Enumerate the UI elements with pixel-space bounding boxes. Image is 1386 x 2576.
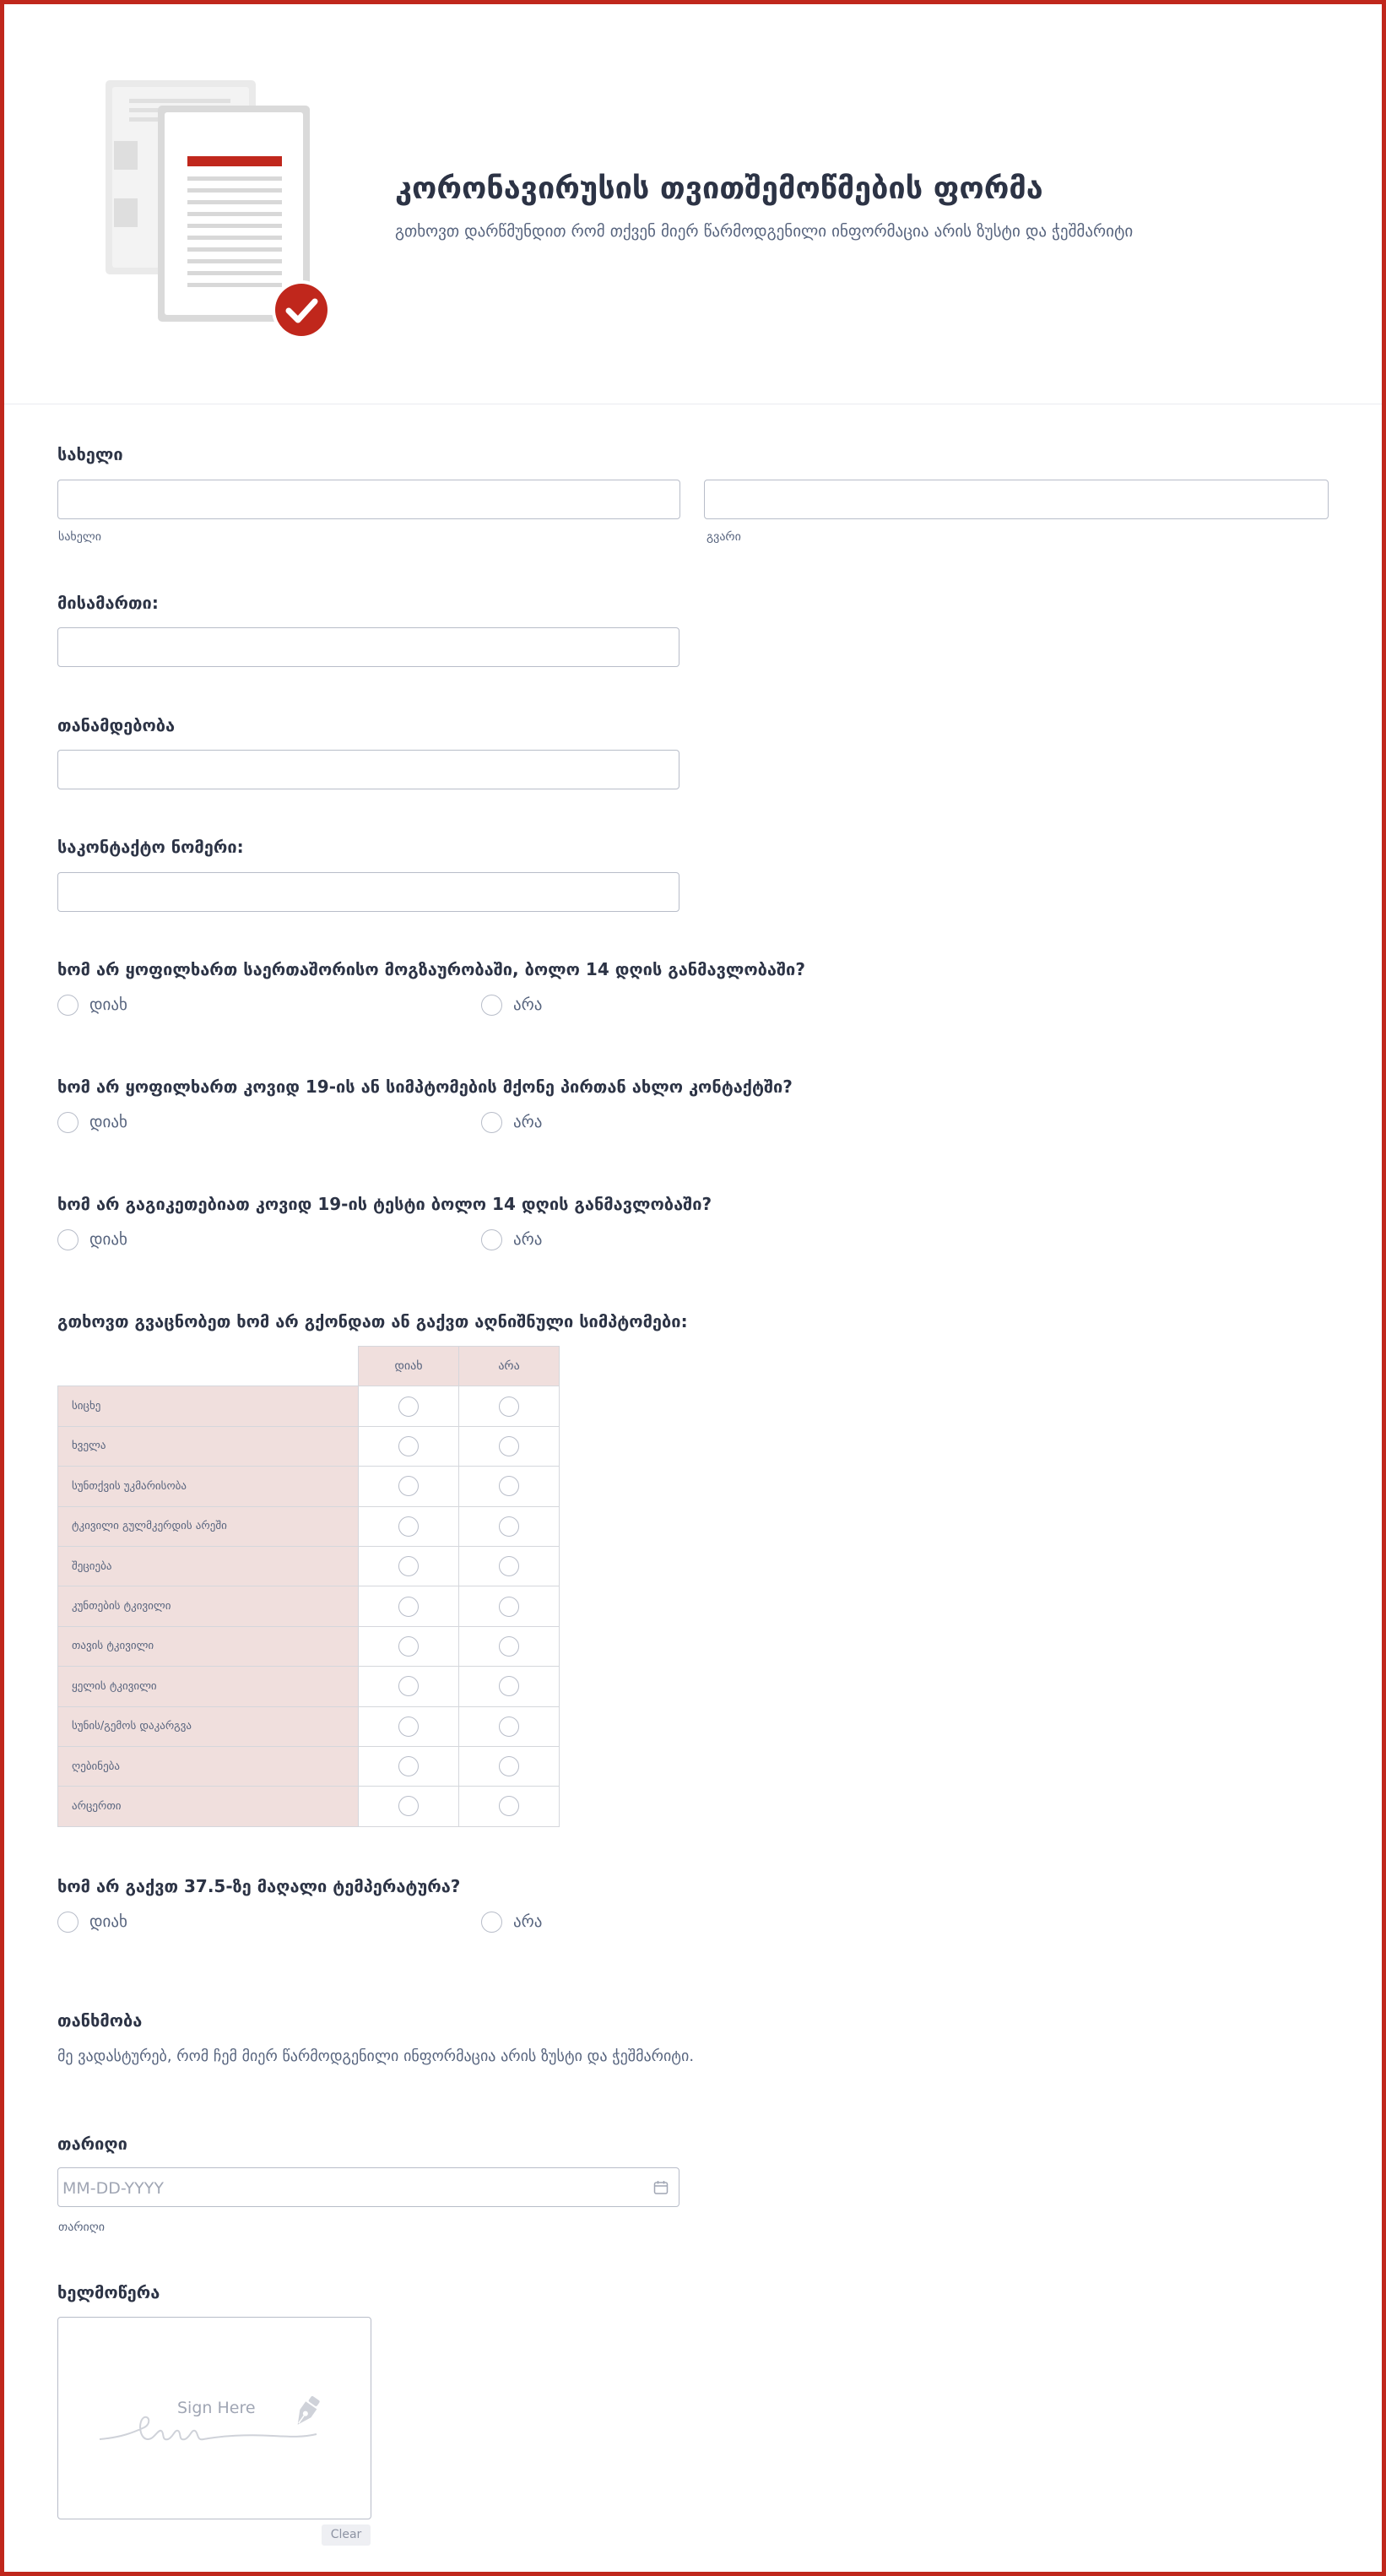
radio-label: დიახ [89, 1113, 127, 1131]
matrix-row [58, 1506, 560, 1546]
matrix-row-label: ღებინება [58, 1746, 359, 1786]
matrix-yes-radio[interactable] [398, 1396, 419, 1417]
matrix-cell[interactable] [359, 1706, 459, 1746]
matrix-no-radio[interactable] [499, 1396, 519, 1417]
matrix-yes-radio[interactable] [398, 1676, 419, 1696]
matrix-row [58, 1787, 560, 1826]
matrix-no-radio[interactable] [499, 1716, 519, 1737]
matrix-cell[interactable] [359, 1506, 459, 1546]
last-name-input[interactable] [704, 480, 1329, 519]
matrix-cell[interactable] [359, 1426, 459, 1466]
matrix-row-label: ხველა [58, 1426, 359, 1466]
radio-label: არა [513, 1230, 543, 1249]
date-placeholder: MM-DD-YYYY [62, 2179, 164, 2198]
radio-circle[interactable] [57, 1912, 79, 1933]
matrix-cell[interactable] [359, 1467, 459, 1506]
clear-signature-button[interactable]: Clear [322, 2524, 371, 2546]
matrix-cell[interactable] [459, 1386, 560, 1426]
matrix-row-label: ტკივილი გულმკერდის არეში [58, 1506, 359, 1546]
test-yes-radio[interactable] [57, 1228, 127, 1250]
matrix-yes-radio[interactable] [398, 1476, 419, 1496]
matrix-cell[interactable] [459, 1467, 560, 1506]
matrix-row [58, 1386, 560, 1426]
matrix-yes-radio[interactable] [398, 1436, 419, 1456]
first-name-sublabel: სახელი [58, 530, 101, 544]
matrix-yes-radio[interactable] [398, 1636, 419, 1657]
matrix-row [58, 1586, 560, 1626]
radio-label: არა [513, 1912, 543, 1931]
matrix-row [58, 1667, 560, 1706]
phone-label: საკონტაქტო ნომერი: [57, 837, 244, 857]
form-title: კორონავირუსის თვითშემოწმების ფორმა [395, 171, 1043, 206]
consent-text: მე ვადასტურებ, რომ ჩემ მიერ წარმოდგენილი ინფორმაცია არის ზუსტი და ჭეშმარიტი. [57, 2047, 695, 2065]
matrix-row [58, 1746, 560, 1786]
radio-circle[interactable] [481, 995, 502, 1016]
consent-label: თანხმობა [57, 2010, 143, 2031]
radio-label: არა [513, 1113, 543, 1131]
calendar-icon[interactable] [653, 2180, 669, 2195]
matrix-row-label: სუნთქვის უკმარისობა [58, 1467, 359, 1506]
matrix-row-label: არცერთი [58, 1787, 359, 1826]
matrix-row [58, 1426, 560, 1466]
document-check-icon [97, 72, 350, 350]
matrix-row [58, 1546, 560, 1586]
matrix-yes-radio[interactable] [398, 1756, 419, 1776]
matrix-cell[interactable] [359, 1546, 459, 1586]
matrix-no-radio[interactable] [499, 1597, 519, 1617]
matrix-row [58, 1706, 560, 1746]
travel-no-radio[interactable] [481, 994, 542, 1016]
matrix-row-label: შეციება [58, 1546, 359, 1586]
date-label: თარიღი [57, 2134, 127, 2154]
date-input[interactable] [57, 2167, 679, 2207]
form-subtitle: გთხოვთ დარწმუნდით რომ თქვენ მიერ წარმოდგენილი ინფორმაცია არის ზუსტი და ჭეშმარიტი [395, 222, 1134, 241]
radio-circle[interactable] [57, 1229, 79, 1250]
pen-nib-icon [288, 2394, 325, 2431]
test-no-radio[interactable] [481, 1228, 542, 1250]
matrix-row-label: კუნთების ტკივილი [58, 1586, 359, 1626]
matrix-cell[interactable] [359, 1586, 459, 1626]
matrix-cell[interactable] [459, 1667, 560, 1706]
matrix-cell[interactable] [359, 1386, 459, 1426]
travel-yes-radio[interactable] [57, 994, 127, 1016]
matrix-row-label: თავის ტკივილი [58, 1626, 359, 1666]
matrix-cell[interactable] [359, 1626, 459, 1666]
matrix-row-label: სუნის/გემოს დაკარგვა [58, 1706, 359, 1746]
date-sublabel: თარიღი [58, 2221, 105, 2234]
matrix-no-radio[interactable] [499, 1436, 519, 1456]
matrix-no-radio[interactable] [499, 1636, 519, 1657]
matrix-no-radio[interactable] [499, 1556, 519, 1576]
matrix-row-label: სიცხე [58, 1386, 359, 1426]
matrix-yes-radio[interactable] [398, 1516, 419, 1537]
contact-yes-radio[interactable] [57, 1111, 127, 1133]
matrix-cell[interactable] [359, 1746, 459, 1786]
contact-question-label: ხომ არ ყოფილხართ კოვიდ 19-ის ან სიმპტომების მქონე პირთან ახლო კონტაქტში? [57, 1076, 793, 1097]
matrix-no-radio[interactable] [499, 1476, 519, 1496]
matrix-no-radio[interactable] [499, 1516, 519, 1537]
matrix-no-radio[interactable] [499, 1676, 519, 1696]
radio-circle[interactable] [481, 1912, 502, 1933]
matrix-cell[interactable] [459, 1746, 560, 1786]
radio-circle[interactable] [57, 1112, 79, 1133]
matrix-row [58, 1467, 560, 1506]
form-header [4, 4, 1382, 404]
radio-label: დიახ [89, 995, 127, 1014]
matrix-cell[interactable] [459, 1506, 560, 1546]
matrix-cell[interactable] [459, 1586, 560, 1626]
matrix-no-radio[interactable] [499, 1756, 519, 1776]
symptoms-label: გთხოვთ გვაცნობეთ ხომ არ გქონდათ ან გაქვთ აღნიშნული სიმპტომები: [57, 1311, 688, 1331]
matrix-corner [58, 1347, 359, 1386]
matrix-yes-radio[interactable] [398, 1716, 419, 1737]
radio-circle[interactable] [481, 1112, 502, 1133]
matrix-cell[interactable] [459, 1626, 560, 1666]
matrix-cell[interactable] [459, 1426, 560, 1466]
first-name-input[interactable] [57, 480, 680, 519]
matrix-cell[interactable] [359, 1667, 459, 1706]
temperature-question-label: ხომ არ გაქვთ 37.5-ზე მაღალი ტემპერატურა? [57, 1876, 461, 1896]
address-input[interactable] [57, 627, 679, 667]
matrix-column-header: დიახ [359, 1347, 459, 1386]
temperature-yes-radio[interactable] [57, 1911, 127, 1933]
matrix-row [58, 1626, 560, 1666]
last-name-sublabel: გვარი [707, 530, 741, 544]
matrix-cell[interactable] [359, 1787, 459, 1826]
radio-label: დიახ [89, 1230, 127, 1249]
signature-pad[interactable] [57, 2317, 371, 2519]
matrix-cell[interactable] [459, 1787, 560, 1826]
matrix-column-header: არა [459, 1347, 560, 1386]
radio-circle[interactable] [481, 1229, 502, 1250]
matrix-yes-radio[interactable] [398, 1597, 419, 1617]
name-label: სახელი [57, 444, 123, 464]
matrix-no-radio[interactable] [499, 1796, 519, 1816]
signature-label: ხელმოწერა [57, 2282, 160, 2302]
matrix-cell[interactable] [459, 1706, 560, 1746]
matrix-yes-radio[interactable] [398, 1796, 419, 1816]
matrix-yes-radio[interactable] [398, 1556, 419, 1576]
test-question-label: ხომ არ გაგიკეთებიათ კოვიდ 19-ის ტესტი ბოლო 14 დღის განმავლობაში? [57, 1194, 712, 1214]
matrix-cell[interactable] [459, 1546, 560, 1586]
contact-no-radio[interactable] [481, 1111, 542, 1133]
sign-here-hint: Sign Here [177, 2399, 256, 2417]
position-input[interactable] [57, 750, 679, 789]
radio-circle[interactable] [57, 995, 79, 1016]
address-label: მისამართი: [57, 593, 159, 613]
travel-question-label: ხომ არ ყოფილხართ საერთაშორისო მოგზაურობაში, ბოლო 14 დღის განმავლობაში? [57, 959, 805, 979]
temperature-no-radio[interactable] [481, 1911, 542, 1933]
radio-label: არა [513, 995, 543, 1014]
matrix-row-label: ყელის ტკივილი [58, 1667, 359, 1706]
phone-input[interactable] [57, 872, 679, 912]
radio-label: დიახ [89, 1912, 127, 1931]
symptoms-matrix [57, 1346, 560, 1827]
position-label: თანამდებობა [57, 715, 176, 735]
